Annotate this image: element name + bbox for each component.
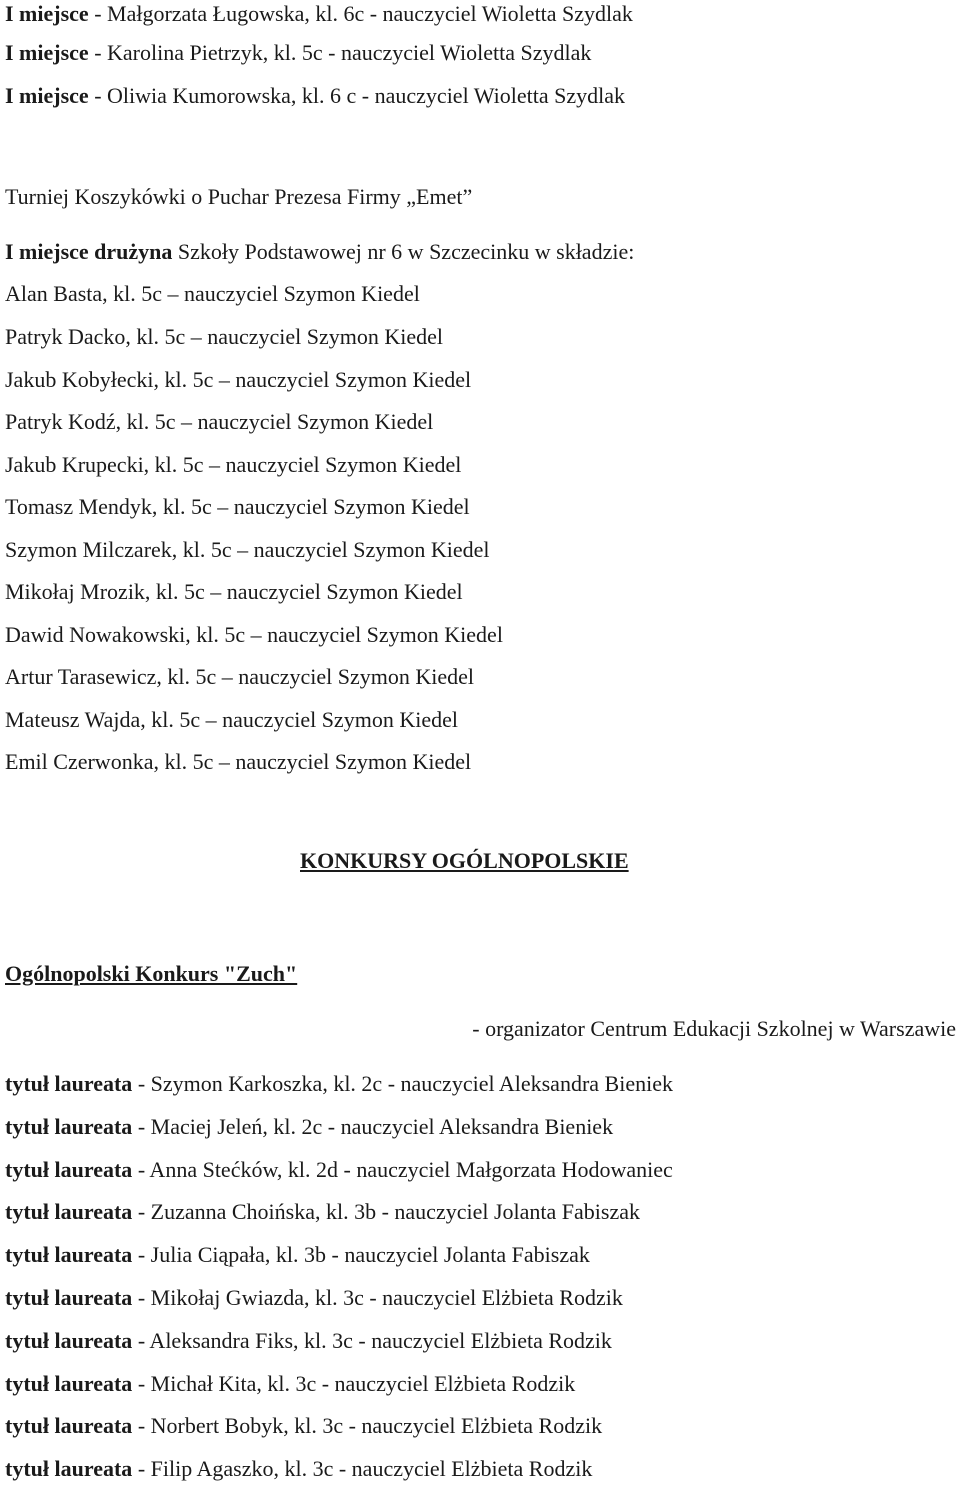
laureate-label: tytuł laureata [5, 1199, 133, 1224]
contest-title: Ogólnopolski Konkurs "Zuch" [5, 961, 298, 986]
laureate-text: - Julia Ciąpała, kl. 3b - nauczyciel Jolanta Fabiszak [132, 1242, 590, 1267]
player-line: Mikołaj Mrozik, kl. 5c – nauczyciel Szymon Kiedel [5, 579, 463, 604]
place-label: I miejsce [5, 83, 89, 108]
player-line: Artur Tarasewicz, kl. 5c – nauczyciel Szymon Kiedel [5, 664, 475, 689]
place-line [5, 82, 625, 110]
laureate-text: - Norbert Bobyk, kl. 3c - nauczyciel Elżbieta Rodzik [132, 1413, 603, 1438]
laureate-label: tytuł laureata [5, 1285, 133, 1310]
contest-organizer: - organizator Centrum Edukacji Szkolnej w Warszawie [472, 1016, 956, 1041]
team-label: I miejsce drużyna [5, 239, 173, 264]
laureate-text: - Anna Stećków, kl. 2d - nauczyciel Małgorzata Hodowaniec [132, 1157, 673, 1182]
place-line [5, 39, 591, 67]
place-line [5, 0, 633, 28]
player-line: Jakub Kobyłecki, kl. 5c – nauczyciel Szymon Kiedel [5, 367, 472, 392]
laureate-line [5, 1070, 673, 1098]
laureate-label: tytuł laureata [5, 1114, 133, 1139]
player-line: Mateusz Wajda, kl. 5c – nauczyciel Szymon Kiedel [5, 707, 458, 732]
laureate-text: - Mikołaj Gwiazda, kl. 3c - nauczyciel Elżbieta Rodzik [132, 1285, 623, 1310]
laureate-line [5, 1241, 590, 1269]
section-heading: KONKURSY OGÓLNOPOLSKIE [300, 848, 629, 873]
laureate-line [5, 1156, 673, 1184]
laureate-label: tytuł laureata [5, 1456, 133, 1481]
laureate-label: tytuł laureata [5, 1413, 133, 1438]
laureate-text: - Michał Kita, kl. 3c - nauczyciel Elżbieta Rodzik [132, 1371, 576, 1396]
laureate-line [5, 1455, 592, 1483]
laureate-line [5, 1412, 602, 1440]
place-text: - Oliwia Kumorowska, kl. 6 c - nauczyciel Wioletta Szydlak [88, 83, 626, 108]
player-line: Patryk Dacko, kl. 5c – nauczyciel Szymon Kiedel [5, 324, 444, 349]
team-line [5, 238, 634, 266]
laureate-label: tytuł laureata [5, 1157, 133, 1182]
place-text: - Małgorzata Ługowska, kl. 6c - nauczyciel Wioletta Szydlak [88, 1, 633, 26]
laureate-line [5, 1198, 640, 1226]
laureate-text: - Aleksandra Fiks, kl. 3c - nauczyciel Elżbieta Rodzik [132, 1328, 612, 1353]
place-label: I miejsce [5, 1, 89, 26]
player-line: Emil Czerwonka, kl. 5c – nauczyciel Szymon Kiedel [5, 749, 472, 774]
laureate-label: tytuł laureata [5, 1242, 133, 1267]
laureate-line [5, 1327, 612, 1355]
player-line: Jakub Krupecki, kl. 5c – nauczyciel Szymon Kiedel [5, 452, 462, 477]
laureate-text: - Szymon Karkoszka, kl. 2c - nauczyciel Aleksandra Bieniek [132, 1071, 673, 1096]
place-label: I miejsce [5, 40, 89, 65]
laureate-text: - Maciej Jeleń, kl. 2c - nauczyciel Aleksandra Bieniek [132, 1114, 614, 1139]
laureate-line [5, 1370, 575, 1398]
laureate-label: tytuł laureata [5, 1371, 133, 1396]
player-line: Alan Basta, kl. 5c – nauczyciel Szymon Kiedel [5, 281, 420, 306]
tournament-title: Turniej Koszykówki o Puchar Prezesa Firmy „Emet” [5, 184, 473, 209]
laureate-label: tytuł laureata [5, 1071, 133, 1096]
laureate-label: tytuł laureata [5, 1328, 133, 1353]
player-line: Tomasz Mendyk, kl. 5c – nauczyciel Szymon Kiedel [5, 494, 470, 519]
player-line: Patryk Kodź, kl. 5c – nauczyciel Szymon Kiedel [5, 409, 434, 434]
laureate-line [5, 1284, 623, 1312]
laureate-line [5, 1113, 613, 1141]
player-line: Dawid Nowakowski, kl. 5c – nauczyciel Szymon Kiedel [5, 622, 503, 647]
team-text: Szkoły Podstawowej nr 6 w Szczecinku w składzie: [172, 239, 635, 264]
place-text: - Karolina Pietrzyk, kl. 5c - nauczyciel Wioletta Szydlak [88, 40, 592, 65]
player-line: Szymon Milczarek, kl. 5c – nauczyciel Szymon Kiedel [5, 537, 490, 562]
laureate-text: - Zuzanna Choińska, kl. 3b - nauczyciel Jolanta Fabiszak [132, 1199, 640, 1224]
laureate-text: - Filip Agaszko, kl. 3c - nauczyciel Elżbieta Rodzik [132, 1456, 593, 1481]
